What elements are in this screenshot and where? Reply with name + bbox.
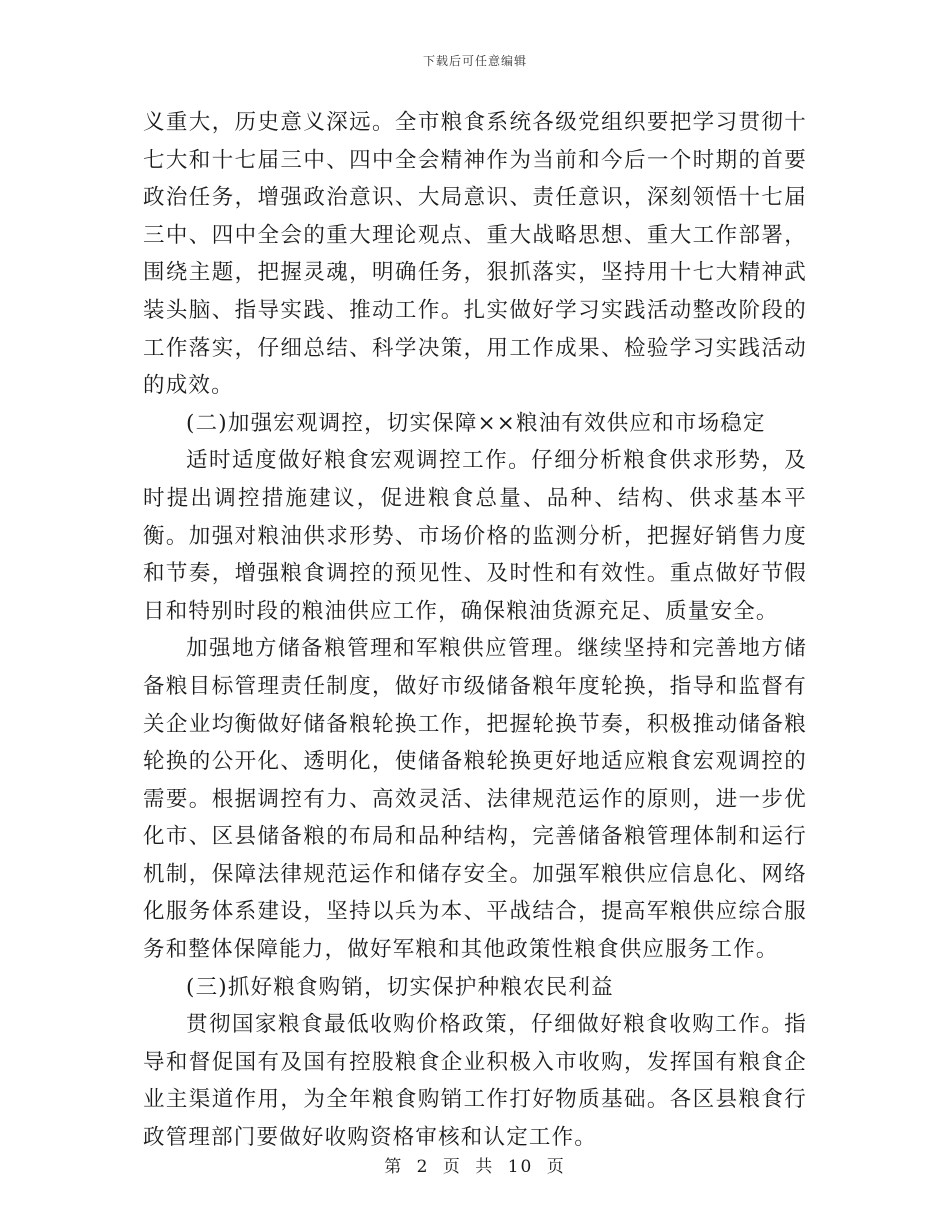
paragraph-continued: 义重大，历史意义深远。全市粮食系统各级党组织要把学习贯彻十七大和十七届三中、四中全会精神作为当前和今后一个时期的首要政治任务，增强政治意识、大局意识、责任意识，深刻领悟十七届三中、四中全会的重大理论观点、重大战略思想、重大工作部署，围绕主题，把握灵魂，明确任务，狠抓落实，坚持用十七大精神武装头脑、指导实践、推动工作。扎实做好学习实践活动整改阶段的工作落实，仔细总结、科学决策，用工作成果、检验学习实践活动的成效。 (143, 110, 807, 399)
section-heading-3: (三)抓好粮食购销，切实保护种粮农民利益 (186, 974, 614, 1000)
document-body (143, 104, 807, 1157)
paragraph-macro-control: 适时适度做好粮食宏观调控工作。仔细分析粮食供求形势，及时提出调控措施建议，促进粮食总量、品种、结构、供求基本平衡。加强对粮油供求形势、市场价格的监测分析，把握好销售力度和节奏，增强粮食调控的预见性、及时性和有效性。重点做好节假日和特别时段的粮油供应工作，确保粮油货源充足、质量安全。 (143, 448, 807, 624)
paragraph-reserve-grain: 加强地方储备粮管理和军粮供应管理。继续坚持和完善地方储备粮目标管理责任制度，做好市级储备粮年度轮换，指导和监督有关企业均衡做好储备粮轮换工作，把握轮换节奏，积极推动储备粮轮换的公开化、透明化，使储备粮轮换更好地适应粮食宏观调控的需要。根据调控有力、高效灵活、法律规范运作的原则，进一步优化市、区县储备粮的布局和品种结构，完善储备粮管理体制和运行机制，保障法律规范运作和储存安全。加强军粮供应信息化、网络化服务体系建设，坚持以兵为本、平战结合，提高军粮供应综合服务和整体保障能力，做好军粮和其他政策性粮食供应服务工作。 (143, 636, 807, 963)
page-number: 第 2 页 共 10 页 (384, 1157, 566, 1177)
page-header-note: 下载后可任意编辑 (422, 54, 527, 68)
section-heading-2: (二)加强宏观调控，切实保障××粮油有效供应和市场稳定 (186, 410, 766, 436)
paragraph-purchase: 贯彻国家粮食最低收购价格政策，仔细做好粮食收购工作。指导和督促国有及国有控股粮食企业积极入市收购，发挥国有粮食企业主渠道作用，为全年粮食购销工作打好物质基础。各区县粮食行政管理部门要做好收购资格审核和认定工作。 (143, 1012, 807, 1151)
